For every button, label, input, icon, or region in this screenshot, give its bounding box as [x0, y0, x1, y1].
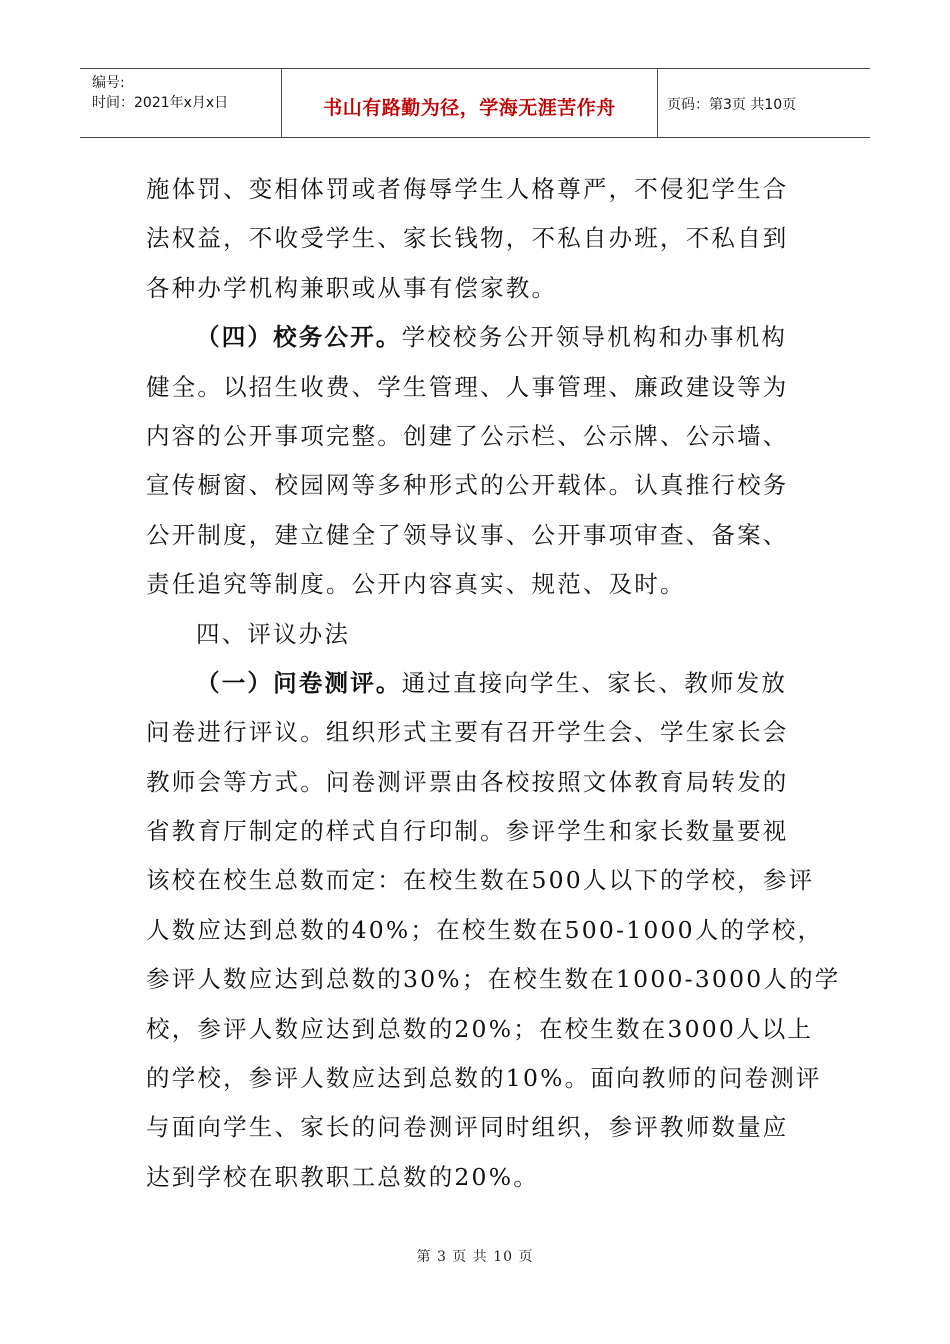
time-label: 时间：2021年x月x日: [92, 95, 229, 111]
text-line: [146, 659, 806, 708]
line-text: 各种办学机构兼职或从事有偿家教。: [146, 273, 558, 302]
line-text: 人数应达到总数的40%；在校生数在500-1000人的学校，: [146, 915, 824, 944]
line-text: 教师会等方式。问卷测评票由各校按照文体教育局转发的: [146, 767, 789, 796]
text-line: [146, 264, 806, 313]
line-text: 达到学校在职教职工总数的20%。: [146, 1162, 539, 1191]
line-text: 健全。以招生收费、学生管理、人事管理、廉政建设等为: [146, 372, 789, 401]
line-text: 校，参评人数应达到总数的20%；在校生数在3000人以上: [146, 1014, 814, 1043]
document-body: [146, 165, 841, 1202]
header-page-cell: [657, 69, 870, 137]
text-line: [146, 856, 815, 905]
line-text: 该校在校生总数而定：在校生数在500人以下的学校，参评: [146, 866, 815, 895]
line-text: 四、评议办法: [196, 619, 351, 648]
text-line: [146, 955, 841, 1004]
text-line: [146, 1054, 822, 1103]
text-line: [146, 807, 806, 856]
line-text: 法权益，不收受学生、家长钱物，不私自办班，不私自到: [146, 224, 789, 253]
text-line: [146, 610, 806, 659]
line-text: 问卷进行评议。组织形式主要有召开学生会、学生家长会: [146, 718, 789, 747]
bold-heading: （一）问卷测评。: [196, 668, 402, 697]
line-text: 责任追究等制度。公开内容真实、规范、及时。: [146, 570, 686, 599]
motto-text: 书山有路勤为径，学海无涯苦作舟: [323, 97, 616, 119]
text-line: [146, 165, 806, 214]
line-text: 宣传橱窗、校园网等多种形式的公开载体。认真推行校务: [146, 471, 789, 500]
text-line: [146, 1005, 814, 1054]
page-info: 页码：第3页 共10页: [667, 97, 797, 113]
text-line: [146, 363, 806, 412]
line-text: 省教育厅制定的样式自行印制。参评学生和家长数量要视: [146, 817, 789, 846]
page-footer: 第 3 页 共 10 页: [416, 1249, 534, 1265]
line-text: 施体罚、变相体罚或者侮辱学生人格尊严，不侵犯学生合: [146, 175, 789, 203]
bold-heading: （四）校务公开。: [196, 323, 402, 352]
page-header: [80, 68, 870, 138]
text-line: [146, 708, 806, 757]
text-line: [146, 461, 806, 510]
line-text: 与面向学生、家长的问卷测评同时组织，参评教师数量应: [146, 1113, 789, 1142]
text-line: [146, 560, 806, 609]
text-line: [146, 1103, 806, 1152]
text-line: [146, 906, 824, 955]
line-text: 学校校务公开领导机构和办事机构: [401, 323, 788, 352]
text-line: [146, 313, 806, 362]
line-text: 通过直接向学生、家长、教师发放: [401, 668, 788, 697]
text-line: [146, 412, 806, 461]
header-motto-cell: [281, 69, 658, 137]
text-line: [146, 511, 806, 560]
text-line: [146, 214, 806, 263]
text-line: [146, 1153, 806, 1202]
line-text: 的学校，参评人数应达到总数的10%。面向教师的问卷测评: [146, 1064, 822, 1093]
number-label: 编号:: [92, 75, 125, 91]
line-text: 公开制度，建立健全了领导议事、公开事项审查、备案、: [146, 520, 789, 549]
line-text: 参评人数应达到总数的30%；在校生数在1000-3000人的学: [146, 965, 841, 994]
line-text: 内容的公开事项完整。创建了公示栏、公示牌、公示墙、: [146, 421, 789, 450]
header-meta: [80, 69, 281, 137]
text-line: [146, 758, 806, 807]
